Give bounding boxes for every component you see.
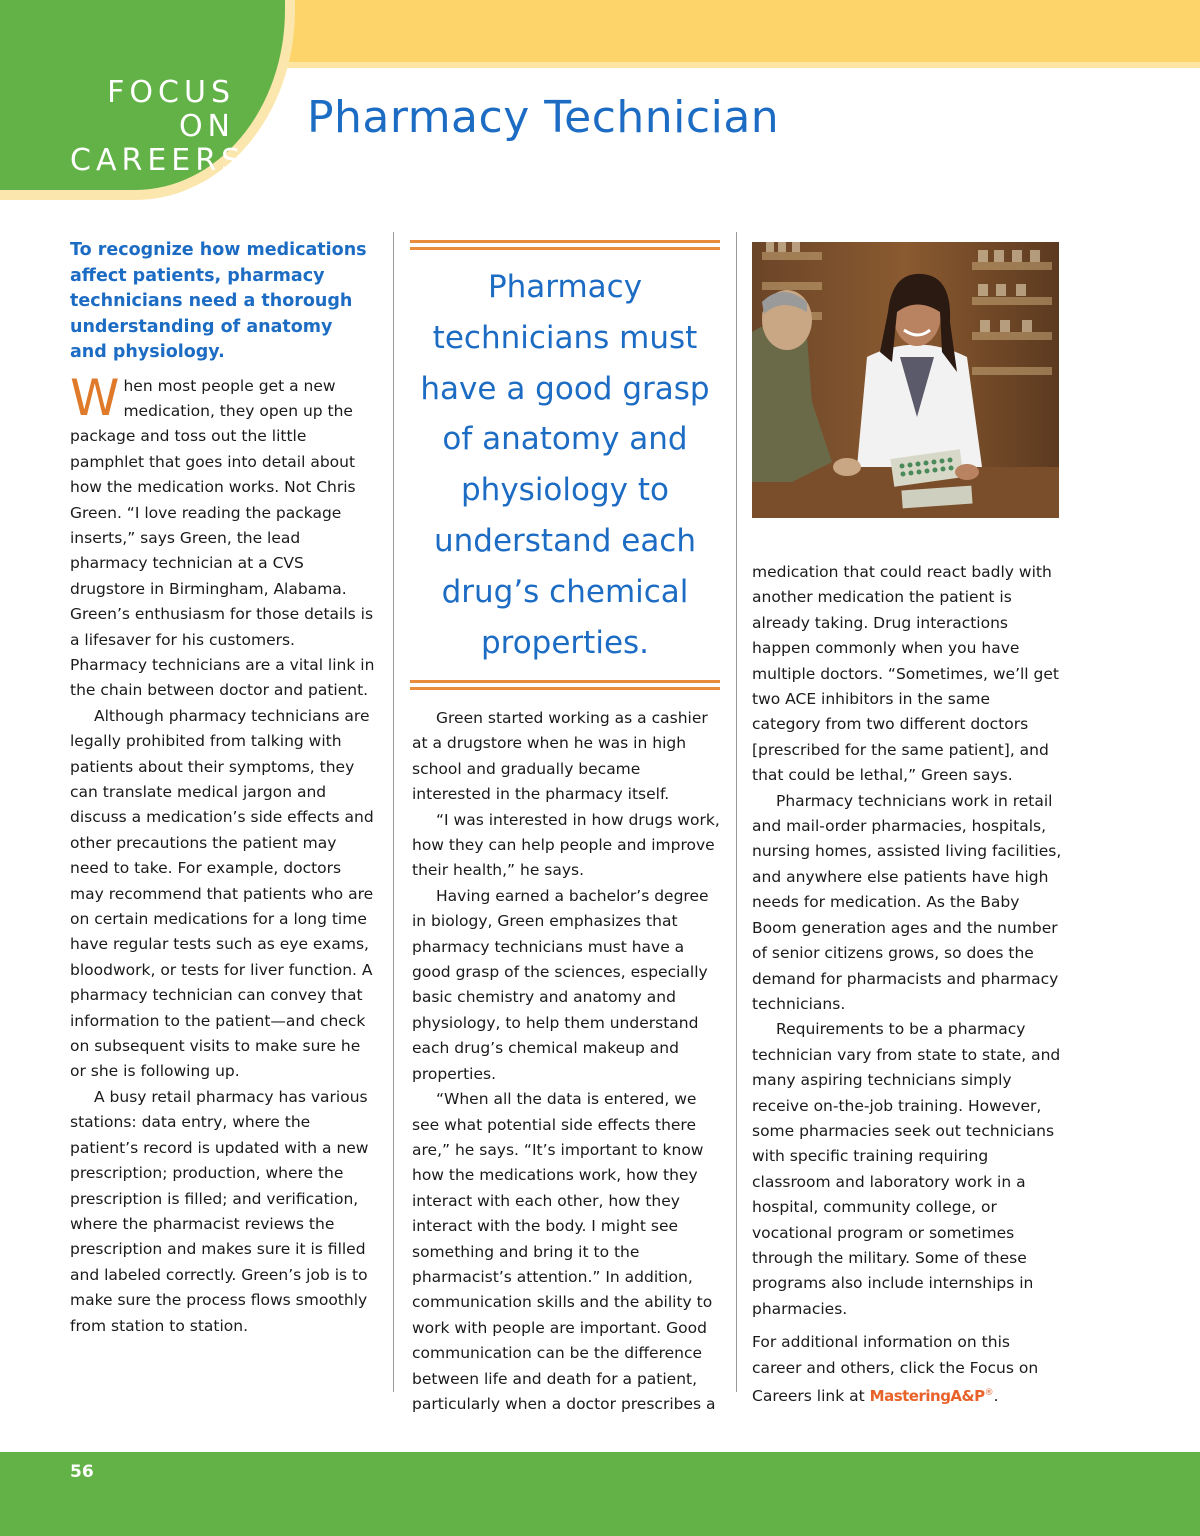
paragraph: Having earned a bachelor’s degree in biology, Green emphasizes that pharmacy technicians must have a good grasp of the sciences, especially basic chemistry and anatomy and physiology, to help them understand each drug’s chemical makeup and properties. bbox=[412, 886, 709, 1083]
column-1 bbox=[70, 238, 375, 1339]
end-punctuation: . bbox=[993, 1387, 999, 1406]
column-divider bbox=[393, 232, 394, 1392]
paragraph: Green started working as a cashier at a drugstore when he was in high school and gradually became interested in the pharmacy itself. bbox=[412, 709, 708, 804]
page-number: 56 bbox=[70, 1462, 94, 1482]
section-label-line: CAREERS bbox=[70, 143, 246, 178]
mastering-ap-link[interactable]: MasteringA&P bbox=[869, 1387, 985, 1406]
pull-quote: Pharmacy technicians must have a good grasp of anatomy and physiology to understand each drug’s chemical properties. bbox=[420, 269, 710, 661]
column-divider bbox=[736, 232, 737, 1392]
paragraph: A busy retail pharmacy has various stations: data entry, where the patient’s record is updated with a new prescription; production, where the prescription is filled; and verification, where the pharmacist reviews the prescription and makes sure it is filled and labeled correctly. Green’s job is to make sure the process flows smoothly from station to station. bbox=[70, 1087, 369, 1335]
paragraph bbox=[70, 368, 375, 704]
pharmacy-photo-illustration bbox=[752, 242, 1059, 518]
paragraph: Although pharmacy technicians are legally prohibited from talking with patients about their symptoms, they can translate medical jargon and discuss a medication’s side effects and other precautions the patient may need to take. For example, doctors may recommend that patients who are on certain medications for a long time have regular tests such as eye exams, bloodwork, or tests for liver function. A pharmacy technician can convey that information to the patient—and check on subsequent visits to make sure he or she is following up. bbox=[70, 706, 374, 1081]
pull-quote-top-rule bbox=[410, 240, 720, 254]
paragraph: Pharmacy technicians work in retail and mail-order pharmacies, hospitals, nursing homes, assisted living facilities, and anywhere else patients have high needs for medication. As the Baby Boom generation ages and the number of senior citizens grows, so does the demand for pharmacists and pharmacy technicians. bbox=[752, 791, 1062, 1013]
footer-band bbox=[0, 1452, 1200, 1536]
section-label-line: FOCUS bbox=[107, 75, 235, 110]
header-accent-line bbox=[270, 62, 1200, 68]
drop-cap: W bbox=[70, 368, 120, 427]
paragraph-text: For additional information on this career and others, click the Focus on Careers link at bbox=[752, 1333, 1039, 1406]
paragraph: medication that could react badly with another medication the patient is already taking. Drug interactions happen commonly when you have multiple doctors. “Sometimes, we’ll get two ACE inhibitors in the same category from two different doctors [prescribed for the same patient], and that could be lethal,” Green says. bbox=[752, 563, 1059, 785]
paragraph: “When all the data is entered, we see what potential side effects there are,” he says. “It’s important to know how the medications work, how they interact with each other, how they interact with the body. I might see something and bring it to the pharmacist’s attention.” In addition, communication skills and the ability to work with people are important. Good communication can be the difference between life and death for a patient, particularly when a doctor prescribes a bbox=[412, 1090, 716, 1413]
section-label bbox=[70, 75, 246, 178]
pull-quote-bottom-rule bbox=[410, 680, 720, 694]
intro-text: To recognize how medications affect patients, pharmacy technicians need a thorough understanding of anatomy and physiology. bbox=[70, 240, 367, 362]
paragraph-text: hen most people get a new medication, they open up the package and toss out the little pamphlet that goes into detail about how the medication works. Not Chris Green. “I love reading the package inserts,” says Green, the lead pharmacy technician at a CVS drugstore in Birmingham, Alabama. Green’s enthusiasm for those details is a lifesaver for his customers. Pharmacy technicians are a vital link in the chain between doctor and patient. bbox=[70, 376, 375, 700]
column-2 bbox=[412, 706, 720, 1417]
column-3 bbox=[752, 560, 1062, 1410]
registered-mark: ® bbox=[984, 1388, 994, 1398]
paragraph: “I was interested in how drugs work, how they can help people and improve their health,” he says. bbox=[412, 810, 720, 880]
paragraph: Requirements to be a pharmacy technician vary from state to state, and many aspiring technicians simply receive on-the-job training. However, some pharmacies seek out technicians with specific training requiring classroom and laboratory work in a hospital, community college, or vocational program or sometimes through the military. Some of these programs also include internships in pharmacies. bbox=[752, 1020, 1061, 1318]
page-title: Pharmacy Technician bbox=[307, 92, 780, 143]
pharmacy-photo bbox=[752, 242, 1059, 518]
section-label-line: ON bbox=[178, 109, 235, 144]
paragraph bbox=[752, 1330, 1062, 1409]
